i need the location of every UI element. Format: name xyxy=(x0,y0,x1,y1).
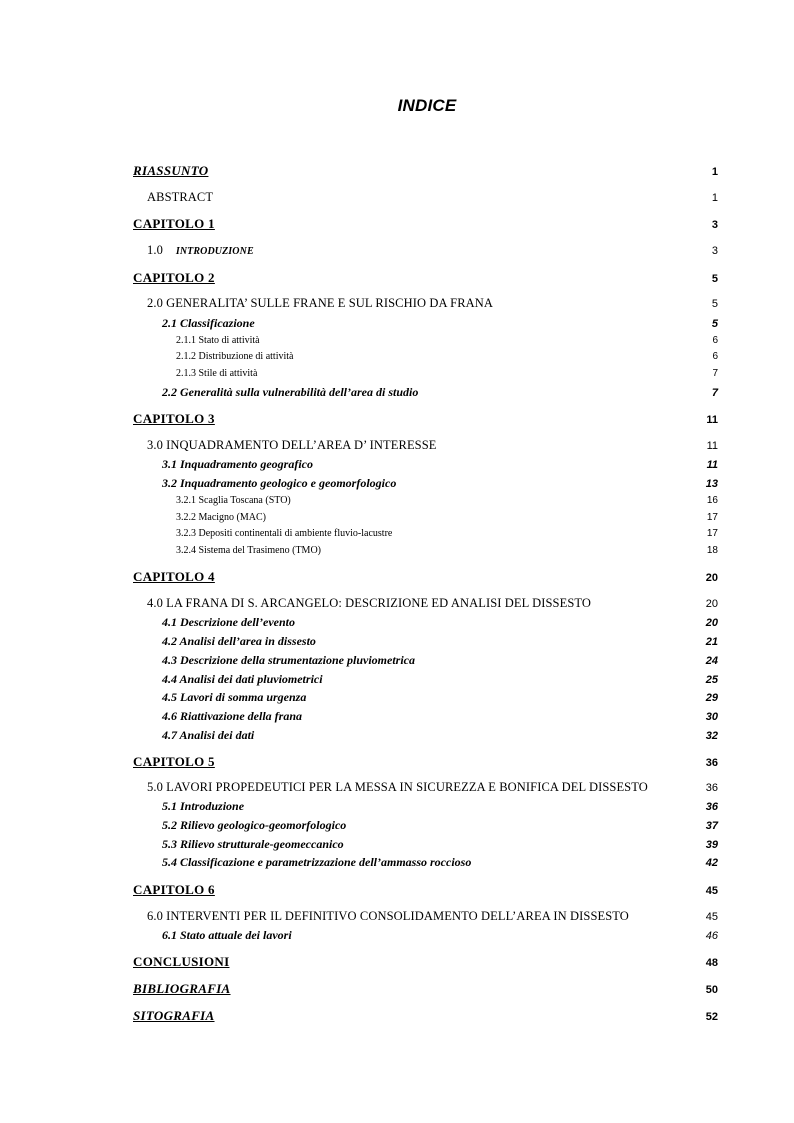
toc-entry-text: RIASSUNTO xyxy=(133,163,209,178)
toc-entry-2-1-1[interactable] xyxy=(133,335,718,346)
toc-entry-2-2[interactable] xyxy=(133,385,718,400)
toc-entry-number: 1.0 xyxy=(147,243,163,257)
toc-entry-page: 45 xyxy=(705,911,718,923)
toc-entry-text: 3.2.2 Macigno (MAC) xyxy=(176,512,266,523)
toc-entry-5-0[interactable] xyxy=(133,780,718,795)
toc-entry-text: 2.1.2 Distribuzione di attività xyxy=(176,351,294,362)
toc-entry-4-6[interactable] xyxy=(133,709,718,724)
toc-entry-page: 1 xyxy=(711,192,718,204)
toc-entry-text: 4.6 Riattivazione della frana xyxy=(162,709,303,723)
toc-entry-page: 25 xyxy=(705,674,718,686)
toc-entry-page: 48 xyxy=(705,957,718,969)
toc-entry-text: CAPITOLO 5 xyxy=(133,754,215,769)
toc-entry-text: 2.1 Classificazione xyxy=(162,316,255,330)
toc-entry-page: 20 xyxy=(705,617,718,629)
toc-entry-text xyxy=(133,243,254,258)
toc-entry-4-7[interactable] xyxy=(133,728,718,743)
toc-entry-text: 4.3 Descrizione della strumentazione pluviometrica xyxy=(162,653,416,667)
toc-entry-text: 3.0 INQUADRAMENTO DELL’AREA D’ INTERESSE xyxy=(147,438,437,452)
toc-entry-4-1[interactable] xyxy=(133,615,718,630)
toc-entry-page: 36 xyxy=(705,757,718,769)
toc-entry-page: 36 xyxy=(705,801,718,813)
toc-entry-6-1[interactable] xyxy=(133,928,718,943)
toc-entry-label: INTRODUZIONE xyxy=(175,246,254,257)
toc-entry-text: 2.1.1 Stato di attività xyxy=(176,335,260,346)
toc-entry-4-5[interactable] xyxy=(133,690,718,705)
toc-entry-text: 5.1 Introduzione xyxy=(162,799,245,813)
toc-entry-capitolo-3[interactable] xyxy=(133,411,718,427)
toc-entry-page: 11 xyxy=(706,459,718,471)
toc-entry-page: 5 xyxy=(711,318,718,330)
toc-entry-page: 13 xyxy=(705,478,718,490)
toc-entry-text: 3.2 Inquadramento geologico e geomorfologico xyxy=(162,476,397,490)
toc-entry-text: 4.1 Descrizione dell’evento xyxy=(162,615,295,629)
toc-entry-page: 7 xyxy=(711,387,718,399)
toc-entry-text: 5.2 Rilievo geologico-geomorfologico xyxy=(162,818,347,832)
toc-entry-text: 6.1 Stato attuale dei lavori xyxy=(162,928,292,942)
toc-entry-page: 17 xyxy=(706,512,718,523)
toc-entry-page: 18 xyxy=(706,545,718,556)
toc-entry-text: 4.4 Analisi dei dati pluviometrici xyxy=(162,672,323,686)
toc-entry-text: CONCLUSIONI xyxy=(133,954,230,969)
toc-entry-3-1[interactable] xyxy=(133,457,718,472)
toc-entry-introduzione[interactable] xyxy=(133,243,718,258)
toc-entry-page: 20 xyxy=(705,598,718,610)
toc-entry-text: 2.2 Generalità sulla vulnerabilità dell’area di studio xyxy=(162,385,419,399)
toc-entry-capitolo-2[interactable] xyxy=(133,270,718,286)
toc-entry-text: CAPITOLO 2 xyxy=(133,270,215,285)
toc-entry-text: CAPITOLO 1 xyxy=(133,216,215,231)
toc-entry-page: 6 xyxy=(712,335,718,346)
toc-entry-text: SITOGRAFIA xyxy=(133,1008,215,1023)
toc-entry-page: 21 xyxy=(705,636,718,648)
toc-entry-page: 24 xyxy=(705,655,718,667)
toc-entry-2-1[interactable] xyxy=(133,316,718,331)
toc-entry-page: 5 xyxy=(711,273,718,285)
toc-entry-page: 30 xyxy=(705,711,718,723)
toc-entry-page: 7 xyxy=(712,368,718,379)
toc-entry-page: 3 xyxy=(711,245,718,257)
toc-entry-6-0[interactable] xyxy=(133,909,718,924)
toc-entry-capitolo-4[interactable] xyxy=(133,569,718,585)
toc-entry-text: 2.1.3 Stile di attività xyxy=(176,368,258,379)
toc-entry-text: CAPITOLO 6 xyxy=(133,882,215,897)
toc-entry-page: 1 xyxy=(711,166,718,178)
toc-entry-2-1-3[interactable] xyxy=(133,368,718,379)
toc-entry-page: 39 xyxy=(705,839,718,851)
toc-entry-text: BIBLIOGRAFIA xyxy=(133,981,231,996)
toc-entry-text: 5.4 Classificazione e parametrizzazione dell’ammasso roccioso xyxy=(162,855,472,869)
toc-entry-text: 5.3 Rilievo strutturale-geomeccanico xyxy=(162,837,344,851)
toc-entry-3-2-4[interactable] xyxy=(133,545,718,556)
toc-entry-3-2[interactable] xyxy=(133,476,718,491)
toc-entry-3-2-3[interactable] xyxy=(133,528,718,539)
toc-entry-text: CAPITOLO 4 xyxy=(133,569,215,584)
toc-entry-abstract[interactable] xyxy=(133,190,718,205)
toc-entry-3-2-1[interactable] xyxy=(133,495,718,506)
toc-entry-page: 50 xyxy=(705,984,718,996)
toc-entry-page: 52 xyxy=(705,1011,718,1023)
toc-entry-text: 5.0 LAVORI PROPEDEUTICI PER LA MESSA IN SICUREZZA E BONIFICA DEL DISSESTO xyxy=(147,780,648,794)
toc-entry-text: 4.2 Analisi dell’area in dissesto xyxy=(162,634,316,648)
toc-entry-page: 5 xyxy=(711,298,718,310)
toc-entry-capitolo-1[interactable] xyxy=(133,216,718,232)
toc-entry-page: 17 xyxy=(706,528,718,539)
toc-entry-bibliografia[interactable] xyxy=(133,981,718,997)
toc-entry-sitografia[interactable] xyxy=(133,1008,718,1024)
toc-entry-riassunto[interactable] xyxy=(133,163,718,179)
toc-entry-page: 42 xyxy=(705,857,718,869)
toc-entry-text: 6.0 INTERVENTI PER IL DEFINITIVO CONSOLIDAMENTO DELL’AREA IN DISSESTO xyxy=(147,909,629,923)
toc-entry-text: 4.7 Analisi dei dati xyxy=(162,728,255,742)
toc-entry-text: 2.0 GENERALITA’ SULLE FRANE E SUL RISCHIO DA FRANA xyxy=(147,296,494,310)
toc-entry-5-4[interactable] xyxy=(133,855,718,870)
toc-entry-4-0[interactable] xyxy=(133,596,718,611)
toc-entry-4-3[interactable] xyxy=(133,653,718,668)
toc-entry-text: 3.1 Inquadramento geografico xyxy=(162,457,314,471)
page-title: INDICE xyxy=(397,96,457,115)
toc-entry-page: 29 xyxy=(705,692,718,704)
toc-entry-page: 3 xyxy=(711,219,718,231)
toc-entry-capitolo-5[interactable] xyxy=(133,754,718,770)
toc-entry-page: 37 xyxy=(705,820,718,832)
toc-entry-page: 11 xyxy=(706,440,718,452)
toc-entry-4-4[interactable] xyxy=(133,672,718,687)
toc-entry-3-2-2[interactable] xyxy=(133,512,718,523)
toc-entry-text: ABSTRACT xyxy=(147,190,214,204)
toc-entry-4-2[interactable] xyxy=(133,634,718,649)
toc-entry-text: 3.2.1 Scaglia Toscana (STO) xyxy=(176,495,291,506)
toc-entry-page: 45 xyxy=(705,885,718,897)
toc-entry-text: 3.2.4 Sistema del Trasimeno (TMO) xyxy=(176,545,321,556)
toc-entry-page: 46 xyxy=(705,930,718,942)
toc-entry-text: CAPITOLO 3 xyxy=(133,411,215,426)
toc-entry-page: 20 xyxy=(705,572,718,584)
toc-entry-page: 6 xyxy=(712,351,718,362)
toc-entry-2-1-2[interactable] xyxy=(133,351,718,362)
toc-entry-3-0[interactable] xyxy=(133,438,718,453)
toc-entry-5-2[interactable] xyxy=(133,818,718,833)
toc-entry-text: 3.2.3 Depositi continentali di ambiente fluvio-lacustre xyxy=(176,528,393,539)
toc-entry-2-0[interactable] xyxy=(133,296,718,311)
toc-entry-text: 4.0 LA FRANA DI S. ARCANGELO: DESCRIZIONE ED ANALISI DEL DISSESTO xyxy=(147,596,592,610)
toc-entry-page: 11 xyxy=(706,414,718,426)
toc-entry-5-3[interactable] xyxy=(133,837,718,852)
toc-entry-5-1[interactable] xyxy=(133,799,718,814)
toc-entry-page: 32 xyxy=(705,730,718,742)
toc-entry-conclusioni[interactable] xyxy=(133,954,718,970)
toc-entry-page: 16 xyxy=(706,495,718,506)
toc-entry-text: 4.5 Lavori di somma urgenza xyxy=(162,690,307,704)
toc-entry-capitolo-6[interactable] xyxy=(133,882,718,898)
toc-entry-page: 36 xyxy=(705,782,718,794)
